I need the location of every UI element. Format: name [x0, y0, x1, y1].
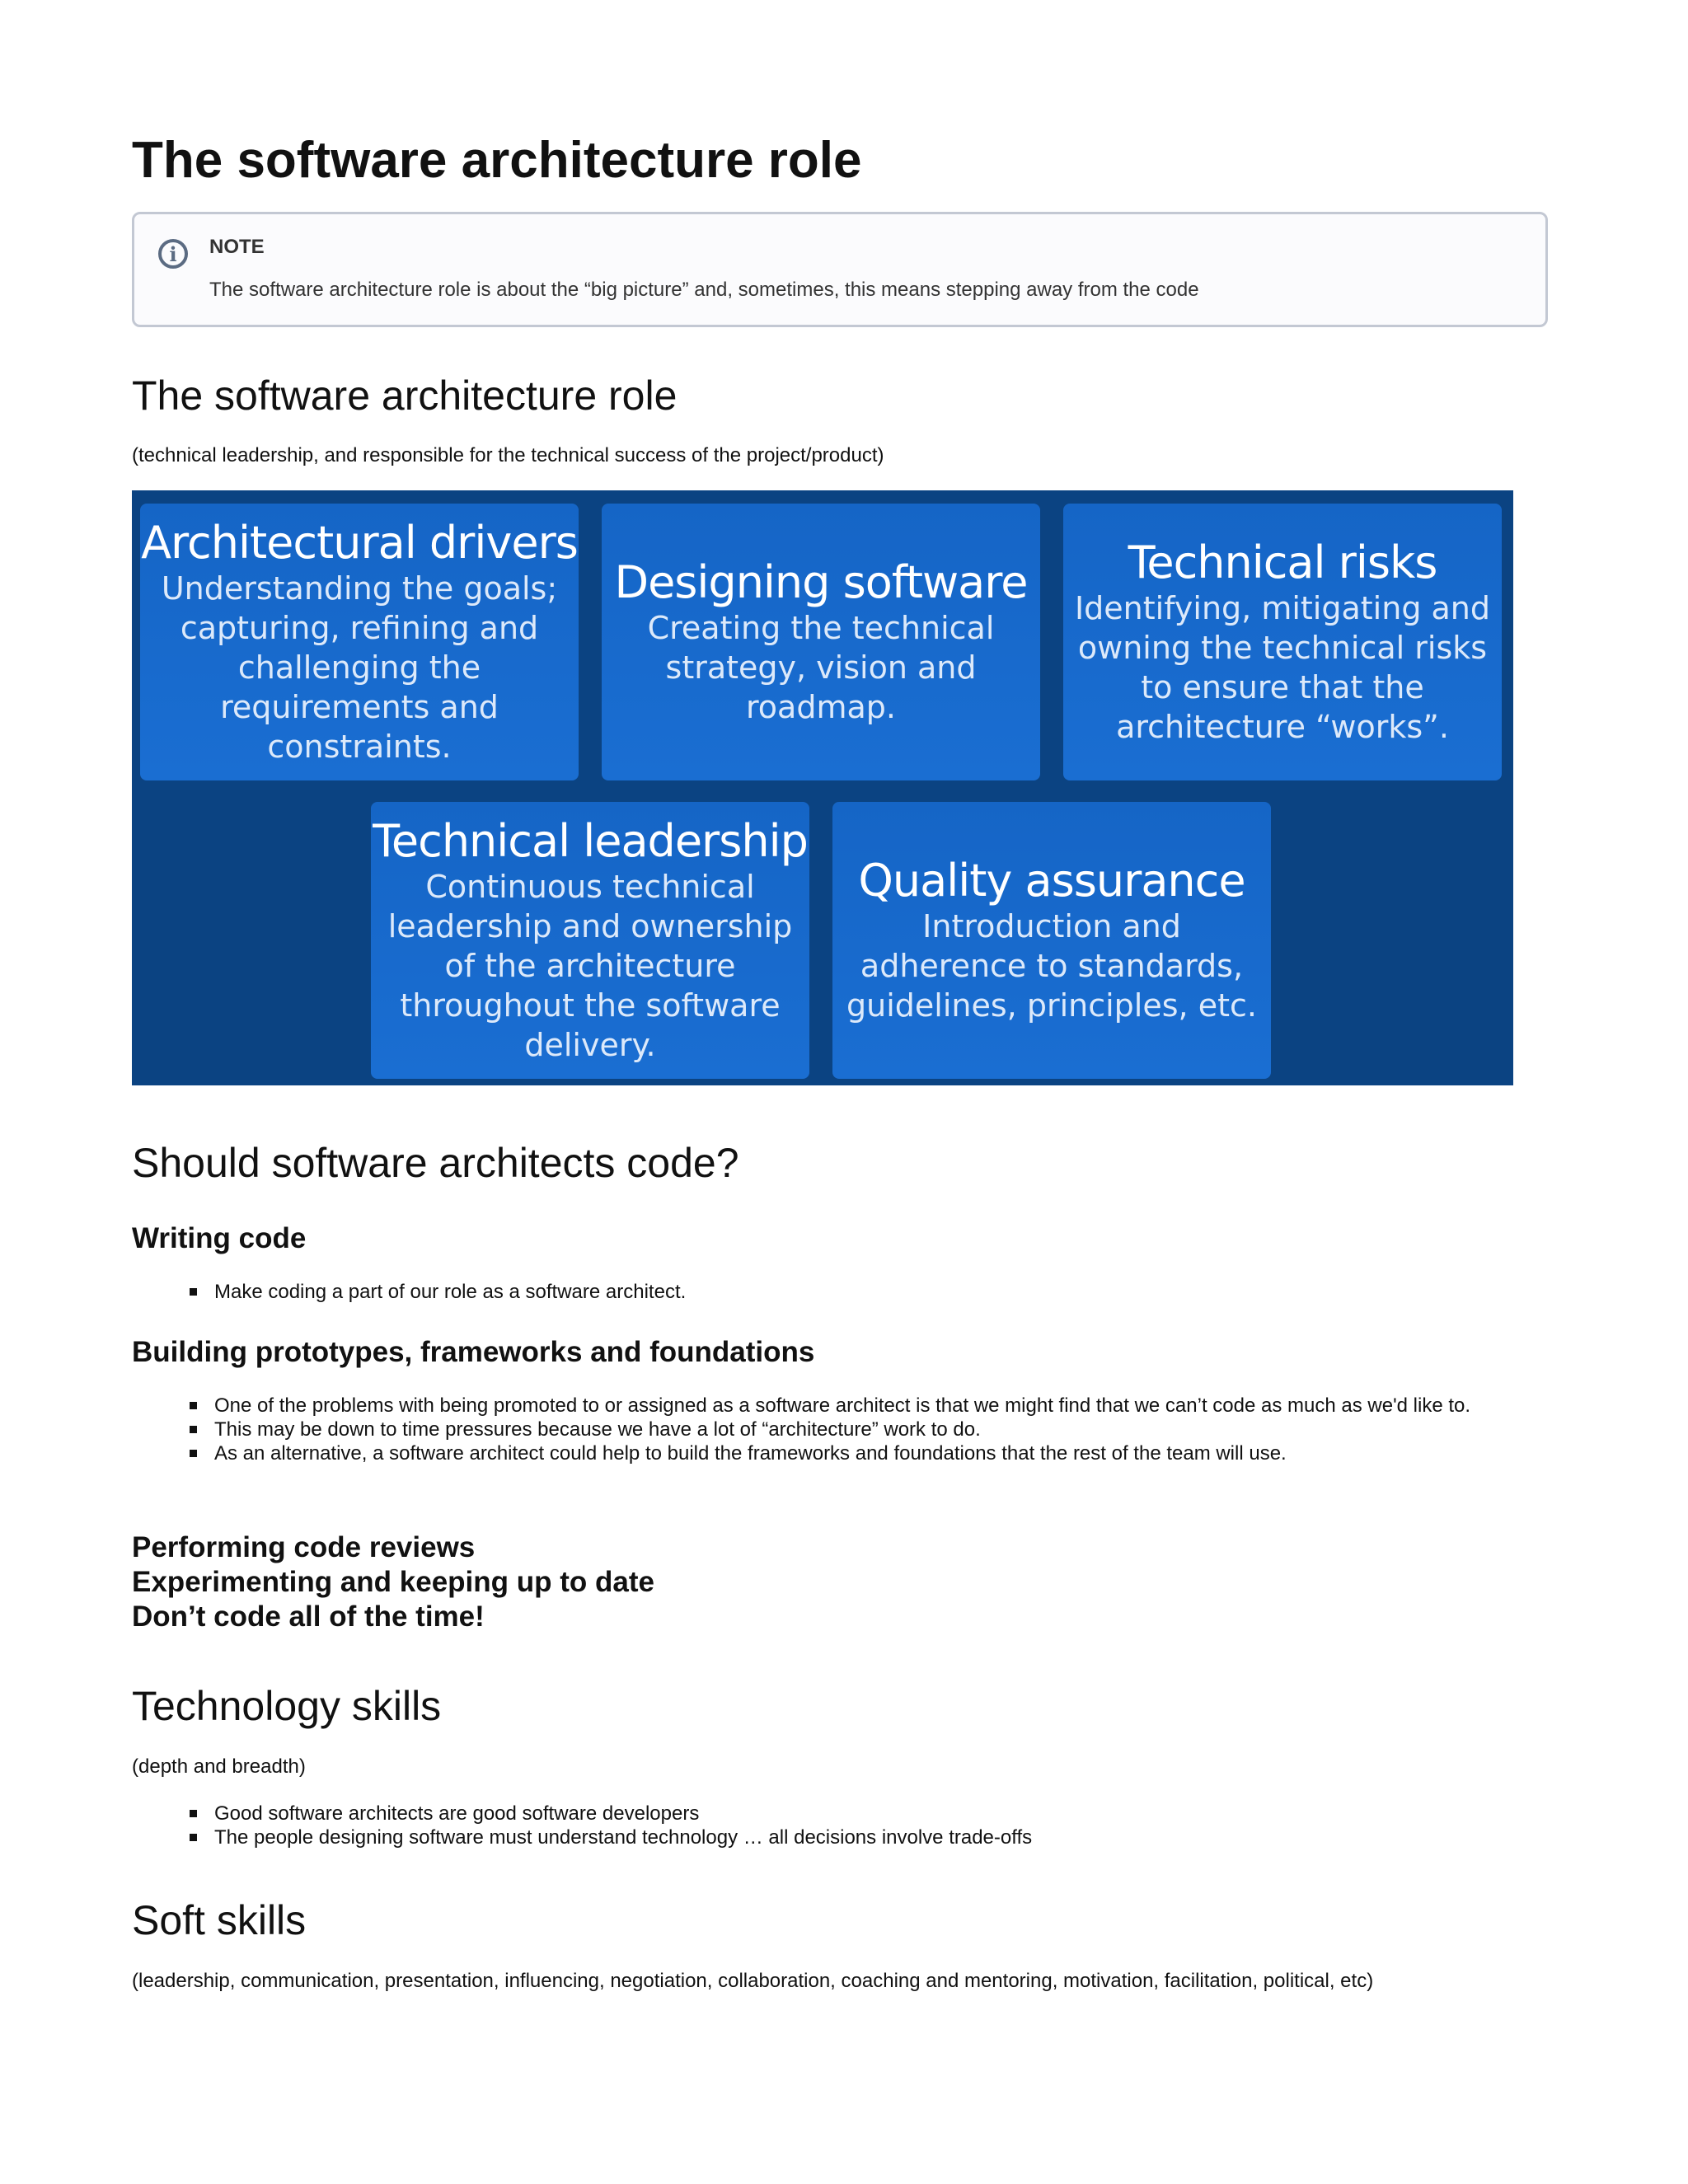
info-icon: i	[158, 239, 188, 269]
card-quality-assurance	[832, 802, 1271, 1079]
subheading-prototypes: Building prototypes, frameworks and foundations	[132, 1336, 815, 1368]
card-architectural-drivers	[140, 504, 579, 780]
card-technical-risks	[1063, 504, 1502, 780]
list-item: One of the problems with being promoted to or assigned as a software architect is that we might find that we can’t code as much as we'd like to.	[190, 1394, 1470, 1418]
section-heading-code: Should software architects code?	[132, 1140, 739, 1186]
list-item: As an alternative, a software architect could help to build the frameworks and foundations that the rest of the team will use.	[190, 1441, 1470, 1465]
section-heading-tech: Technology skills	[132, 1683, 442, 1729]
tech-skills-list	[190, 1802, 1032, 1849]
card-title: Designing software	[614, 556, 1028, 608]
card-title: Technical leadership	[373, 815, 808, 867]
subheading-code-reviews: Performing code reviews	[132, 1531, 476, 1563]
subheading-writing-code: Writing code	[132, 1222, 307, 1254]
card-description: Continuous technical leadership and ownership of the architecture throughout the software delivery.	[387, 869, 793, 1063]
section-heading-soft: Soft skills	[132, 1897, 307, 1943]
card-description: Creating the technical strategy, vision and roadmap.	[647, 610, 995, 725]
card-title: Architectural drivers	[141, 517, 578, 569]
writing-code-list	[190, 1280, 686, 1304]
card-description: Introduction and adherence to standards, guidelines, principles, etc.	[846, 908, 1257, 1024]
prototypes-list	[190, 1394, 1470, 1465]
card-description: Understanding the goals; capturing, refining and challenging the requirements and constraints.	[161, 570, 558, 765]
subheading-dont-code: Don’t code all of the time!	[132, 1601, 485, 1633]
card-title: Technical risks	[1128, 537, 1437, 588]
note-label: NOTE	[209, 236, 265, 258]
note-box	[132, 212, 1548, 327]
note-text: The software architecture role is about the “big picture” and, sometimes, this means stepping away from the code	[209, 279, 1199, 301]
architecture-role-diagram	[132, 490, 1513, 1085]
page-title: The software architecture role	[132, 132, 862, 189]
list-item: This may be down to time pressures because we have a lot of “architecture” work to do.	[190, 1418, 1470, 1441]
list-item: Good software architects are good software developers	[190, 1802, 1032, 1825]
card-designing-software	[602, 504, 1040, 780]
section-subtitle-soft: (leadership, communication, presentation, influencing, negotiation, collaboration, coaching and mentoring, motivation, facilitation, political, etc)	[132, 1970, 1374, 1992]
section-subtitle-role: (technical leadership, and responsible for the technical success of the project/product)	[132, 444, 884, 466]
section-subtitle-tech: (depth and breadth)	[132, 1755, 306, 1778]
card-technical-leadership	[371, 802, 809, 1079]
list-item: Make coding a part of our role as a software architect.	[190, 1280, 686, 1304]
section-heading-role: The software architecture role	[132, 373, 678, 419]
card-title: Quality assurance	[858, 855, 1245, 907]
card-description: Identifying, mitigating and owning the technical risks to ensure that the architecture “works”.	[1074, 590, 1491, 745]
list-item: The people designing software must understand technology … all decisions involve trade-offs	[190, 1825, 1032, 1849]
subheading-experimenting: Experimenting and keeping up to date	[132, 1566, 654, 1598]
